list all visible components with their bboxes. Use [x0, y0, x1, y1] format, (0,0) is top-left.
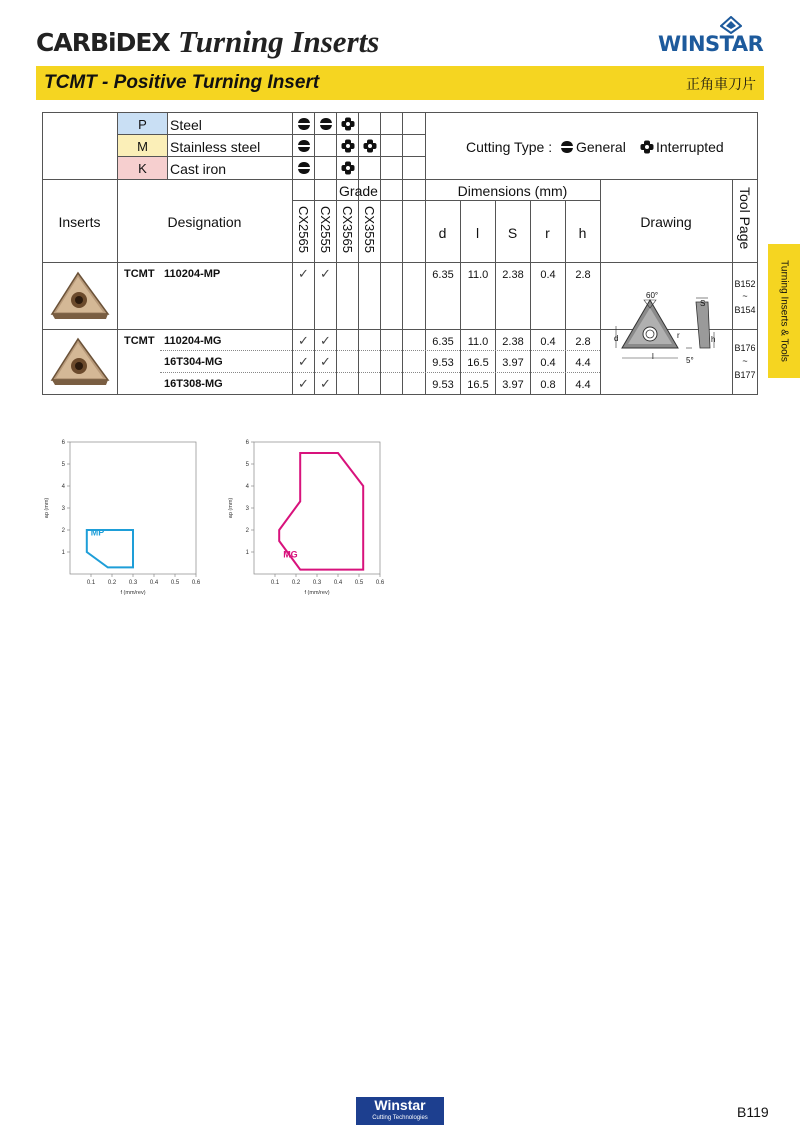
general-cut-icon — [560, 140, 574, 154]
y-tick-label: 4 — [61, 484, 65, 490]
grade-cx3555: CX3555 — [362, 206, 377, 253]
material-name-steel: Steel — [170, 117, 202, 133]
y-tick-label: 2 — [245, 528, 249, 534]
material-name-cast-iron: Cast iron — [170, 161, 227, 177]
winstar-logo-text: WINSTAR — [658, 32, 764, 56]
y-tick-label: 6 — [61, 440, 65, 446]
section-side-tab — [768, 244, 800, 378]
grade-cx2565: CX2565 — [296, 206, 311, 253]
y-tick-label: 6 — [245, 440, 249, 446]
general-cut-icon — [297, 139, 311, 153]
tool-page-sep: ~ — [742, 291, 748, 301]
x-tick-label: 0.6 — [191, 580, 201, 586]
dim-r: 0.4 — [540, 357, 556, 369]
series-label: MG — [283, 549, 298, 560]
drawing-angle-label: 60° — [646, 291, 659, 300]
dim-r: 0.8 — [540, 379, 556, 391]
dim-r: 0.4 — [540, 269, 556, 281]
dim-l: 16.5 — [467, 357, 489, 369]
cutting-type-interrupted: Interrupted — [656, 139, 724, 155]
header-dimensions: Dimensions (mm) — [457, 183, 568, 199]
grade-check: ✓ — [298, 376, 309, 391]
designation-code: 16T308-MG — [164, 378, 223, 390]
grade-check: ✓ — [320, 266, 331, 281]
x-axis-label: f (mm/rev) — [120, 590, 146, 596]
dim-l: 11.0 — [467, 336, 489, 348]
dim-l: 11.0 — [467, 269, 489, 281]
grade-check: ✓ — [298, 354, 309, 369]
plot-frame — [254, 442, 380, 574]
grade-check: ✓ — [320, 376, 331, 391]
interrupted-cut-icon — [640, 140, 654, 154]
dim-d: 9.53 — [432, 357, 454, 369]
page-number: B119 — [737, 1104, 769, 1120]
winstar-logo — [656, 16, 766, 56]
dim-d: 9.53 — [432, 379, 454, 391]
drawing-clearance-label: 5° — [686, 356, 694, 365]
material-code-k: K — [118, 157, 167, 179]
insert-type-title-cn: 正角車刀片 — [686, 77, 756, 93]
dim-d: 6.35 — [432, 269, 454, 281]
general-cut-icon — [297, 161, 311, 175]
header-drawing: Drawing — [640, 214, 692, 230]
y-tick-label: 2 — [61, 528, 65, 534]
header-tool-page: Tool Page — [737, 187, 753, 250]
x-tick-label: 0.2 — [291, 580, 301, 586]
page-title: Turning Inserts — [178, 24, 380, 59]
designation-code: 16T304-MG — [164, 356, 223, 368]
y-axis-label: ap (mm) — [44, 497, 50, 519]
designation-prefix: TCMT — [124, 268, 155, 280]
x-tick-label: 0.2 — [107, 580, 117, 586]
header-inserts: Inserts — [58, 214, 101, 230]
dim-header-h: h — [578, 225, 587, 241]
interrupted-cut-icon — [341, 161, 355, 175]
dim-s: 2.38 — [502, 336, 524, 348]
dim-h: 2.8 — [575, 336, 591, 348]
y-tick-label: 5 — [61, 462, 65, 468]
y-tick-label: 1 — [245, 550, 249, 556]
x-axis-label: f (mm/rev) — [304, 590, 330, 596]
cutting-range-chart-mp — [40, 436, 210, 600]
tool-page-to: B154 — [734, 305, 756, 315]
cutting-type-label: Cutting Type : — [466, 139, 553, 155]
tool-page-from: B176 — [734, 343, 756, 353]
carbidex-brand: CARBiDEX — [36, 28, 170, 57]
y-tick-label: 3 — [245, 506, 249, 512]
grade-check: ✓ — [320, 354, 331, 369]
dim-h: 4.4 — [575, 357, 591, 369]
dim-s: 2.38 — [502, 269, 524, 281]
dim-s: 3.97 — [502, 357, 524, 369]
designation-prefix: TCMT — [124, 335, 155, 347]
dim-l: 16.5 — [467, 379, 489, 391]
interrupted-cut-icon — [341, 117, 355, 131]
dim-s: 3.97 — [502, 379, 524, 391]
y-tick-label: 1 — [61, 550, 65, 556]
grade-check: ✓ — [298, 266, 309, 281]
dim-d: 6.35 — [432, 336, 454, 348]
drawing-h-label: h — [711, 335, 716, 344]
grade-cx3565: CX3565 — [340, 206, 355, 253]
dim-r: 0.4 — [540, 336, 556, 348]
tool-page-from: B152 — [734, 279, 756, 289]
dim-header-s: S — [507, 225, 518, 241]
drawing-s-label: S — [700, 299, 706, 308]
x-tick-label: 0.3 — [312, 580, 322, 586]
insert-photo-mg — [48, 336, 112, 388]
y-tick-label: 5 — [245, 462, 249, 468]
tool-page-to: B177 — [734, 370, 756, 380]
material-code-m: M — [118, 135, 167, 156]
grade-check: ✓ — [320, 333, 331, 348]
x-tick-label: 0.4 — [149, 580, 159, 586]
insert-type-title: TCMT - Positive Turning Insert — [44, 72, 320, 93]
grade-check: ✓ — [298, 333, 309, 348]
y-tick-label: 3 — [61, 506, 65, 512]
material-name-stainless: Stainless steel — [170, 139, 261, 155]
header-grade: Grade — [339, 183, 378, 199]
footer-logo-name: Winstar — [374, 1097, 426, 1113]
drawing-r-label: r — [677, 331, 680, 340]
title-band — [36, 66, 764, 100]
interrupted-cut-icon — [363, 139, 377, 153]
material-code-p: P — [118, 113, 167, 134]
x-tick-label: 0.1 — [86, 580, 96, 586]
insert-photo-mp — [48, 270, 112, 322]
designation-code: 110204-MP — [164, 268, 221, 280]
drawing-d-label: d — [614, 334, 619, 343]
dim-h: 4.4 — [575, 379, 591, 391]
cutting-type-general: General — [576, 139, 626, 155]
footer-logo — [356, 1097, 444, 1125]
grade-cx2555: CX2555 — [318, 206, 333, 253]
side-tab-label: Turning Inserts & Tools — [778, 260, 790, 362]
header-designation: Designation — [167, 214, 242, 230]
cutting-range-chart-mg — [224, 436, 394, 600]
series-label: MP — [90, 527, 105, 538]
y-tick-label: 4 — [245, 484, 249, 490]
dim-header-l: l — [475, 225, 480, 241]
footer-logo-sub: Cutting Technologies — [372, 1115, 428, 1121]
dim-header-d: d — [438, 225, 447, 241]
interrupted-cut-icon — [341, 139, 355, 153]
y-axis-label: ap (mm) — [228, 497, 234, 519]
x-tick-label: 0.5 — [354, 580, 364, 586]
x-tick-label: 0.6 — [375, 580, 385, 586]
dim-h: 2.8 — [575, 269, 591, 281]
x-tick-label: 0.5 — [170, 580, 180, 586]
drawing-l-label: l — [652, 352, 654, 361]
dim-header-r: r — [545, 225, 550, 241]
tool-page-sep: ~ — [742, 356, 748, 366]
x-tick-label: 0.1 — [270, 580, 280, 586]
x-tick-label: 0.4 — [333, 580, 343, 586]
x-tick-label: 0.3 — [128, 580, 138, 586]
general-cut-icon — [297, 117, 311, 131]
general-cut-icon — [319, 117, 333, 131]
designation-code: 110204-MG — [164, 335, 222, 347]
insert-technical-drawing — [606, 286, 728, 370]
